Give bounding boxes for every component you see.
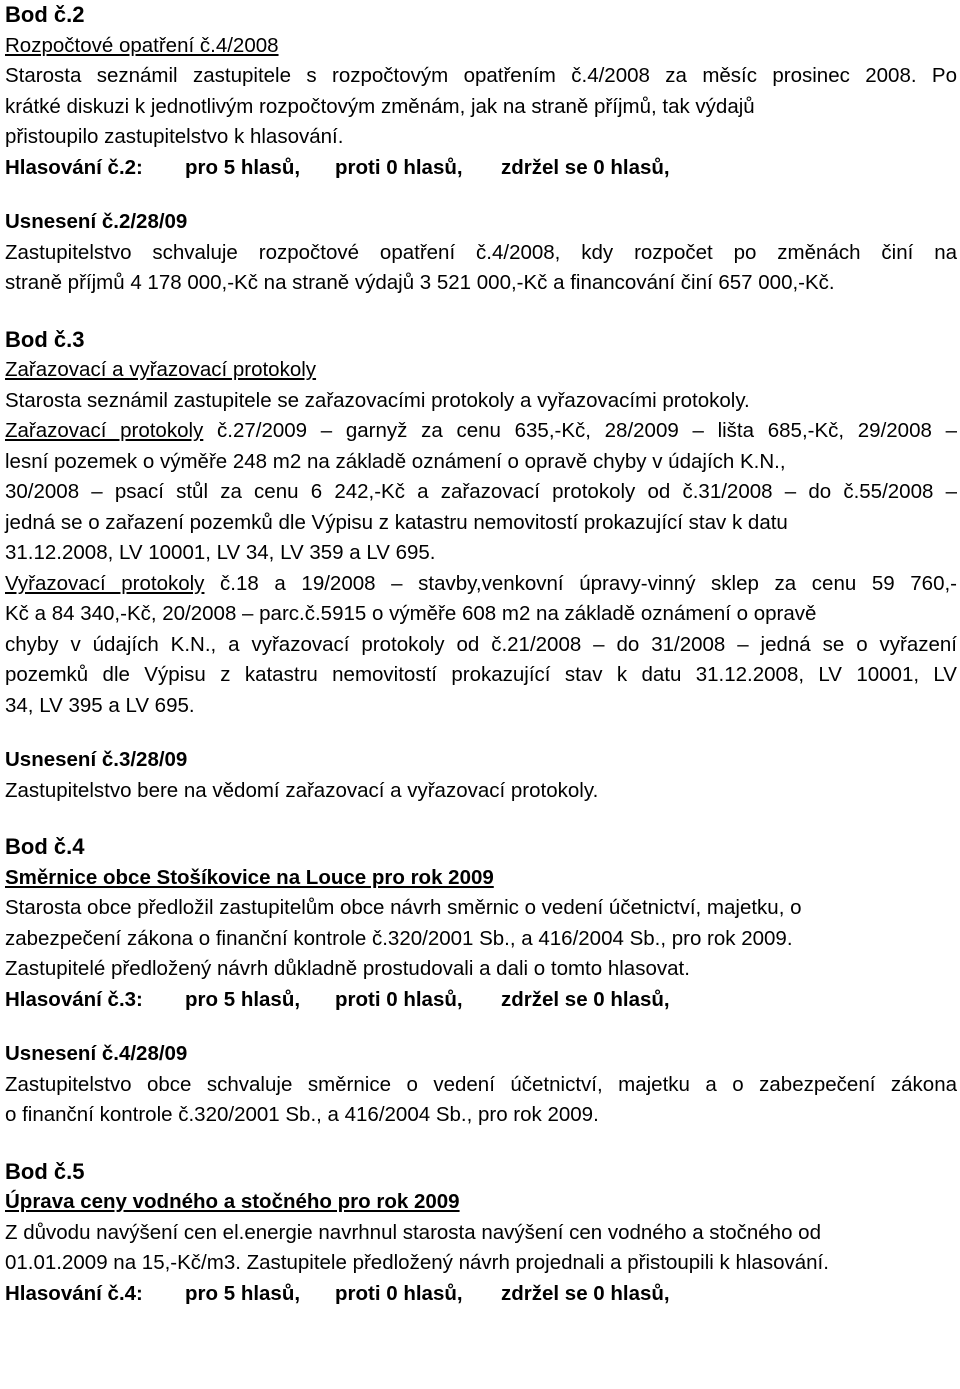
paragraph-line: lesní pozemek o výměře 248 m2 na základě oznámení o opravě chyby v údajích K.N., [5, 449, 786, 473]
section-title: Úprava ceny vodného a stočného pro rok 2009 [5, 1190, 460, 1213]
resolution-line: Zastupitelstvo bere na vědomí zařazovací a vyřazovací protokoly. [5, 778, 599, 802]
paragraph-line: Starosta obce předložil zastupitelům obce návrh směrnic o vedení účetnictví, majetku, o [5, 896, 802, 919]
zarazovaci-label: Zařazovací protokoly [5, 419, 204, 442]
vote-abstain: zdržel se 0 hlasů, [501, 987, 670, 1011]
paragraph-line: 01.01.2009 na 15,-Kč/m3. Zastupitele předložený návrh projednali a přistoupili k hlasování. [5, 1251, 829, 1274]
spacer [5, 183, 957, 207]
paragraph-line: Starosta seznámil zastupitele s rozpočtovým opatřením č.4/2008 za měsíc prosinec 2008. Po [5, 64, 957, 87]
paragraph-line: jedná se o zařazení pozemků dle Výpisu z katastru nemovitostí prokazující stav k datu [5, 510, 788, 534]
section-title: Směrnice obce Stošíkovice na Louce pro rok 2009 [5, 865, 494, 889]
resolution-line: straně příjmů 4 178 000,-Kč na straně výdajů 3 521 000,-Kč a financování činí 657 000,-Kč. [5, 271, 835, 294]
section-title: Zařazovací a vyřazovací protokoly [5, 358, 317, 381]
paragraph-line: 31.12.2008, LV 10001, LV 34, LV 359 a LV 695. [5, 541, 436, 564]
spacer [5, 1131, 957, 1157]
vote-abstain: zdržel se 0 hlasů, [501, 155, 670, 179]
resolution-title: Usnesení č.4/28/09 [5, 1042, 188, 1065]
vote-for: pro 5 hlasů, [185, 987, 301, 1011]
vote-for: pro 5 hlasů, [185, 155, 301, 179]
resolution-title: Usnesení č.2/28/09 [5, 210, 188, 233]
section-heading: Bod č.2 [5, 2, 85, 27]
paragraph-line: Zastupitelé předložený návrh důkladně prostudovali a dali o tomto hlasovat. [5, 957, 690, 980]
vote-against: proti 0 hlasů, [335, 155, 463, 179]
document-page [5, 0, 957, 1309]
paragraph-line: Z důvodu navýšení cen el.energie navrhnul starosta navýšení cen vodného a stočného od [5, 1220, 821, 1244]
resolution-line: Zastupitelstvo obce schvaluje směrnice o vedení účetnictví, majetku a o zabezpečení zákona [5, 1072, 957, 1096]
paragraph-line: 30/2008 – psací stůl za cenu 6 242,-Kč a zařazovací protokoly od č.31/2008 – do č.55/2008 – [5, 480, 957, 503]
spacer [5, 721, 957, 745]
spacer [5, 1015, 957, 1039]
zarazovaci-text: č.27/2009 – garnyž za cenu 635,-Kč, 28/2009 – lišta 685,-Kč, 29/2008 – [203, 419, 957, 442]
vote-for: pro 5 hlasů, [185, 1281, 301, 1305]
spacer [5, 806, 957, 832]
resolution-line: o finanční kontrole č.320/2001 Sb., a 416/2004 Sb., pro rok 2009. [5, 1103, 599, 1126]
vote-line [5, 153, 957, 184]
paragraph-line: zabezpečení zákona o finanční kontrole č.320/2001 Sb., a 416/2004 Sb., pro rok 2009. [5, 926, 793, 950]
spacer [5, 299, 957, 325]
paragraph-line [5, 416, 957, 447]
vote-abstain: zdržel se 0 hlasů, [501, 1281, 670, 1305]
vote-against: proti 0 hlasů, [335, 987, 463, 1011]
paragraph-line [5, 569, 957, 600]
section-heading: Bod č.5 [5, 1158, 85, 1184]
vote-label: Hlasování č.2: [5, 155, 143, 179]
section-heading: Bod č.4 [5, 834, 85, 859]
section-heading: Bod č.3 [5, 326, 85, 352]
resolution-title: Usnesení č.3/28/09 [5, 748, 188, 771]
vote-line [5, 985, 957, 1016]
section-bod-3 [5, 325, 957, 807]
paragraph-line: Starosta seznámil zastupitele se zařazovacími protokoly a vyřazovacími protokoly. [5, 388, 750, 412]
section-bod-2 [5, 0, 957, 299]
paragraph-line: 34, LV 395 a LV 695. [5, 693, 195, 717]
paragraph-line: krátké diskuzi k jednotlivým rozpočtovým změnám, jak na straně příjmů, tak výdajů [5, 94, 755, 118]
paragraph-line: chyby v údajích K.N., a vyřazovací protokoly od č.21/2008 – do 31/2008 – jedná se o vyřazení [5, 632, 957, 656]
vote-label: Hlasování č.4: [5, 1281, 143, 1305]
vyrazovaci-label: Vyřazovací protokoly [5, 571, 205, 595]
vote-label: Hlasování č.3: [5, 987, 143, 1011]
paragraph-line: přistoupilo zastupitelstvo k hlasování. [5, 125, 344, 148]
paragraph-line: Kč a 84 340,-Kč, 20/2008 – parc.č.5915 o výměře 608 m2 na základě oznámení o opravě [5, 602, 817, 625]
vote-line [5, 1279, 957, 1310]
vyrazovaci-text: č.18 a 19/2008 – stavby,venkovní úpravy-vinný sklep za cenu 59 760,- [204, 571, 957, 595]
section-bod-4 [5, 832, 957, 1131]
paragraph-line: pozemků dle Výpisu z katastru nemovitostí prokazující stav k datu 31.12.2008, LV 10001, LV [5, 663, 957, 686]
section-title: Rozpočtové opatření č.4/2008 [5, 33, 279, 57]
vote-against: proti 0 hlasů, [335, 1281, 463, 1305]
resolution-line: Zastupitelstvo schvaluje rozpočtové opatření č.4/2008, kdy rozpočet po změnách činí na [5, 240, 957, 264]
section-bod-5 [5, 1157, 957, 1310]
